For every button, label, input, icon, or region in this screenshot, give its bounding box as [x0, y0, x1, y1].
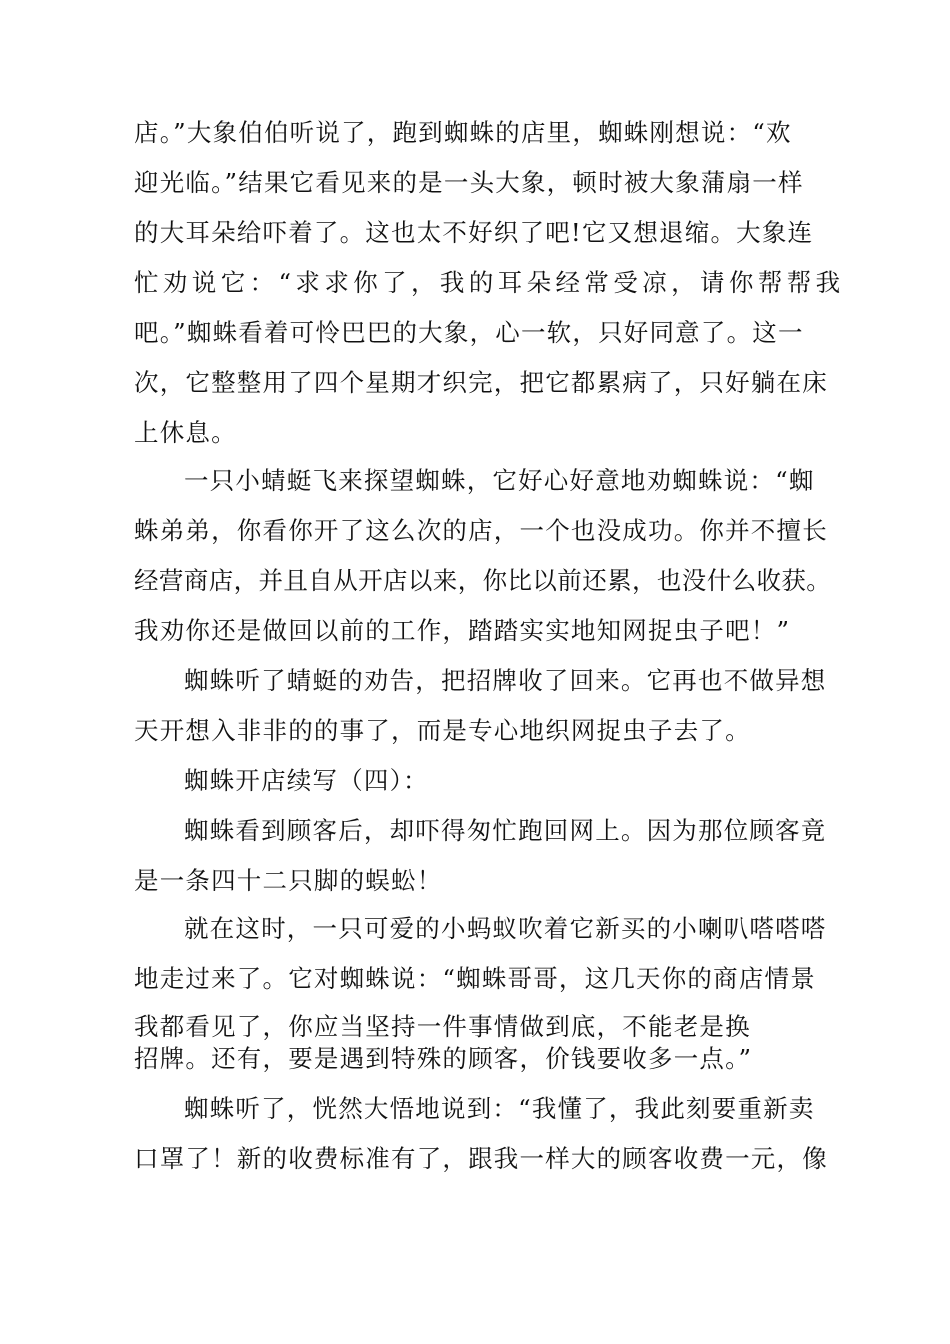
text-line: 招牌。还有，要是遇到特殊的顾客，价钱要收多一点。” — [134, 1044, 753, 1073]
text-line: 一只小蜻蜓飞来探望蜘蛛，它好心好意地劝蜘蛛说：“蜘 — [184, 466, 815, 495]
text-line: 店。”大象伯伯听说了，跑到蜘蛛的店里，蜘蛛刚想说：“欢 — [134, 118, 792, 147]
text-line: 次，它整整用了四个星期才织完，把它都累病了，只好躺在床 — [134, 368, 828, 397]
text-line: 迎光临。”结果它看见来的是一头大象，顿时被大象蒲扇一样 — [134, 168, 804, 197]
text-line: 忙劝说它：“求求你了，我的耳朵经常受凉，请你帮帮我 — [134, 268, 845, 297]
text-line: 蜘蛛听了，恍然大悟地说到：“我懂了，我此刻要重新卖 — [184, 1094, 815, 1123]
text-line: 就在这时，一只可爱的小蚂蚁吹着它新买的小喇叭嗒嗒嗒 — [184, 914, 827, 943]
text-line: 我都看见了，你应当坚持一件事情做到底，不能老是换 — [134, 1012, 751, 1041]
text-line: 上休息。 — [134, 418, 237, 447]
text-line: 地走过来了。它对蜘蛛说：“蜘蛛哥哥，这几天你的商店情景 — [134, 964, 816, 993]
text-line: 是一条四十二只脚的蜈蚣！ — [134, 866, 443, 895]
text-line: 天开想入非非的的事了，而是专心地织网捉虫子去了。 — [134, 716, 751, 745]
text-line: 蜘蛛看到顾客后，却吓得匆忙跑回网上。因为那位顾客竟 — [184, 816, 827, 845]
text-line: 蜘蛛听了蜻蜓的劝告，把招牌收了回来。它再也不做异想 — [184, 666, 827, 695]
text-line: 蛛弟弟，你看你开了这么次的店，一个也没成功。你并不擅长 — [134, 516, 828, 545]
text-line: 吧。”蜘蛛看着可怜巴巴的大象，心一软，只好同意了。这一 — [134, 318, 804, 347]
section-heading: 蜘蛛开店续写（四）： — [184, 766, 429, 795]
text-line: 我劝你还是做回以前的工作，踏踏实实地知网捉虫子吧！” — [134, 616, 791, 645]
text-line: 经营商店，并且自从开店以来，你比以前还累，也没什么收获。 — [134, 566, 832, 595]
text-line: 口罩了！新的收费标准有了，跟我一样大的顾客收费一元，像 — [134, 1144, 828, 1173]
text-line: 的大耳朵给吓着了。这也太不好织了吧!它又想退缩。大象连 — [134, 218, 814, 247]
